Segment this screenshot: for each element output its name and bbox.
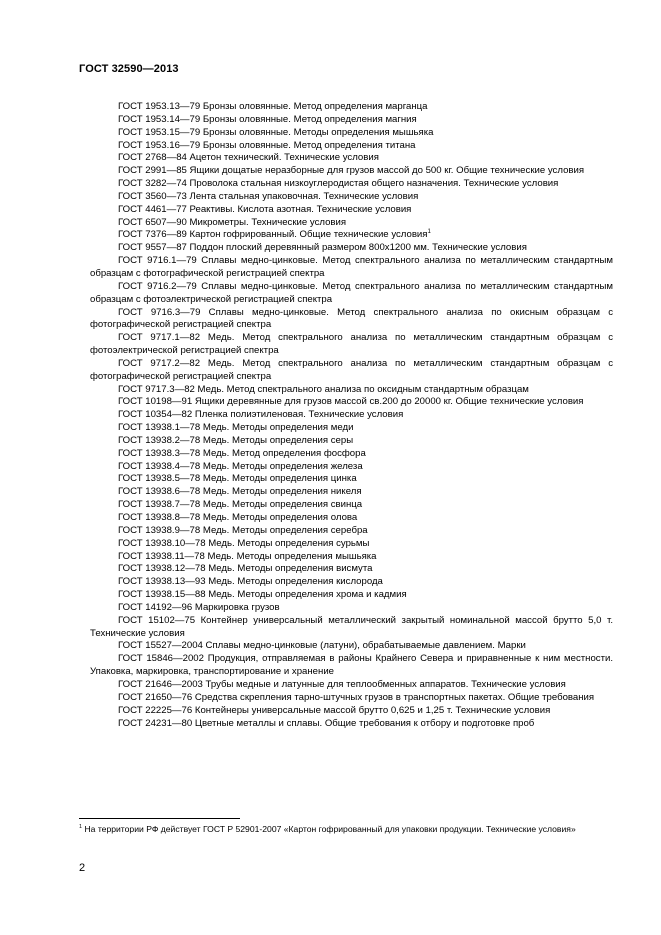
footnote-reference: 1 — [427, 229, 431, 236]
reference-item — [90, 307, 613, 333]
reference-item — [90, 127, 613, 140]
reference-item — [90, 718, 613, 731]
reference-item — [90, 551, 613, 564]
reference-text: ГОСТ 9716.3—79 Сплавы медно-цинковые. Метод спектрального анализа по окисным образцам с фотографической регистрацией спектра — [90, 306, 613, 331]
reference-text: ГОСТ 13938.9—78 Медь. Методы определения серебра — [118, 524, 368, 536]
reference-text: ГОСТ 13938.11—78 Медь. Методы определения мышьяка — [118, 550, 377, 562]
page-header — [79, 63, 179, 75]
reference-text: ГОСТ 13938.12—78 Медь. Методы определения висмута — [118, 563, 373, 575]
reference-item — [90, 525, 613, 538]
reference-text: ГОСТ 15527—2004 Сплавы медно-цинковые (латуни), обрабатываемые давлением. Марки — [118, 640, 526, 652]
reference-text: ГОСТ 9557—87 Поддон плоский деревянный размером 800х1200 мм. Технические условия — [118, 242, 527, 254]
reference-item — [90, 461, 613, 474]
reference-item — [90, 178, 613, 191]
reference-text: ГОСТ 13938.1—78 Медь. Методы определения меди — [118, 422, 354, 434]
reference-item — [90, 448, 613, 461]
footnote-marker: 1 — [79, 824, 83, 831]
reference-item — [90, 473, 613, 486]
reference-text: ГОСТ 9717.3—82 Медь. Метод спектрального анализа по оксидным стандартным образцам — [118, 383, 529, 395]
reference-item — [90, 576, 613, 589]
footnote — [79, 823, 613, 835]
reference-item — [90, 512, 613, 525]
reference-text: ГОСТ 7376—89 Картон гофрированный. Общие технические условия — [118, 229, 428, 241]
reference-text: ГОСТ 1953.14—79 Бронзы оловянные. Метод определения магния — [118, 113, 417, 125]
reference-item — [90, 499, 613, 512]
reference-item — [90, 332, 613, 358]
reference-item — [90, 152, 613, 165]
reference-text: ГОСТ 21646—2003 Трубы медные и латунные для теплообменных аппаратов. Технические условия — [118, 678, 566, 690]
reference-text: ГОСТ 1953.16—79 Бронзы оловянные. Метод определения титана — [118, 139, 416, 151]
reference-item — [90, 242, 613, 255]
reference-text: ГОСТ 21650—76 Средства скрепления тарно-штучных грузов в транспортных пакетах. Общие требования — [118, 691, 595, 703]
reference-text: ГОСТ 22225—76 Контейнеры универсальные массой брутто 0,625 и 1,25 т. Технические условия — [118, 704, 551, 716]
reference-text: ГОСТ 9716.2—79 Сплавы медно-цинковые. Метод спектрального анализа по металлическим стандартным образцам с фотоэлектрической регистрацией спектра — [90, 280, 613, 305]
reference-text: ГОСТ 13938.3—78 Медь. Метод определения фосфора — [118, 447, 366, 459]
reference-text: ГОСТ 9717.1—82 Медь. Метод спектрального анализа по металлическим стандартным образцам с фотоэлектрической регистрацией спектра — [90, 332, 613, 357]
reference-text: ГОСТ 13938.7—78 Медь. Методы определения свинца — [118, 499, 363, 511]
page-number: 2 — [79, 862, 86, 874]
reference-item — [90, 538, 613, 551]
reference-text: ГОСТ 1953.15—79 Бронзы оловянные. Методы определения мышьяка — [118, 126, 434, 138]
reference-text: ГОСТ 15846—2002 Продукция, отправляемая в районы Крайнего Севера и приравненные к ним местности. Упаковка, маркировка, транспортирование и хранение — [90, 653, 613, 678]
reference-item — [90, 358, 613, 384]
reference-item — [90, 229, 613, 242]
reference-item — [90, 602, 613, 615]
reference-text: ГОСТ 4461—77 Реактивы. Кислота азотная. Технические условия — [118, 203, 412, 215]
reference-item — [90, 705, 613, 718]
reference-text: ГОСТ 13938.15—88 Медь. Методы определения хрома и кадмия — [118, 589, 407, 601]
reference-item — [90, 114, 613, 127]
reference-text: ГОСТ 13938.8—78 Медь. Методы определения олова — [118, 512, 358, 523]
reference-text: ГОСТ 2768—84 Ацетон технический. Технические условия — [118, 152, 379, 164]
reference-text: ГОСТ 10354—82 Пленка полиэтиленовая. Технические условия — [118, 409, 404, 421]
reference-item — [90, 692, 613, 705]
reference-item — [90, 217, 613, 230]
reference-text: ГОСТ 10198—91 Ящики деревянные для грузов массой св.200 до 20000 кг. Общие технические условия — [118, 396, 584, 408]
reference-text: ГОСТ 6507—90 Микрометры. Технические условия — [118, 216, 347, 228]
reference-text: ГОСТ 9717.2—82 Медь. Метод спектрального анализа по металлическим стандартным образцам с фотографической регистрацией спектра — [90, 357, 613, 382]
reference-text: ГОСТ 15102—75 Контейнер универсальный металлический закрытый номинальной массой брутто 5,0 т. Технические условия — [90, 614, 613, 639]
reference-item — [90, 640, 613, 653]
reference-text: ГОСТ 13938.13—93 Медь. Методы определения кислорода — [118, 576, 383, 588]
reference-text: ГОСТ 13938.10—78 Медь. Методы определения сурьмы — [118, 537, 370, 549]
reference-text: ГОСТ 24231—80 Цветные металлы и сплавы. Общие требования к отбору и подготовке проб — [118, 717, 535, 729]
reference-item — [90, 101, 613, 114]
reference-item — [90, 679, 613, 692]
reference-item — [90, 486, 613, 499]
reference-item — [90, 409, 613, 422]
reference-item — [90, 589, 613, 602]
reference-text: ГОСТ 13938.2—78 Медь. Методы определения серы — [118, 434, 354, 446]
reference-item — [90, 435, 613, 448]
reference-item — [90, 255, 613, 281]
document-id: ГОСТ 32590—2013 — [79, 63, 179, 75]
normative-references-list — [90, 101, 613, 730]
reference-text: ГОСТ 13938.4—78 Медь. Методы определения железа — [118, 460, 363, 472]
reference-item — [90, 204, 613, 217]
reference-text: ГОСТ 2991—85 Ящики дощатые неразборные для грузов массой до 500 кг. Общие технические условия — [118, 165, 585, 177]
footnote-separator — [79, 818, 240, 819]
reference-text: ГОСТ 3560—73 Лента стальная упаковочная. Технические условия — [118, 190, 419, 202]
footnote-text: На территории РФ действует ГОСТ Р 52901-2007 «Картон гофрированный для упаковки продукции. Технические условия» — [82, 824, 576, 834]
reference-item — [90, 563, 613, 576]
reference-text: ГОСТ 1953.13—79 Бронзы оловянные. Метод определения марганца — [118, 101, 428, 112]
reference-item — [90, 396, 613, 409]
reference-item — [90, 165, 613, 178]
reference-item — [90, 281, 613, 307]
reference-text: ГОСТ 3282—74 Проволока стальная низкоуглеродистая общего назначения. Технические условия — [118, 178, 559, 190]
reference-text: ГОСТ 9716.1—79 Сплавы медно-цинковые. Метод спектрального анализа по металлическим стандартным образцам с фотографической регистрацией спектра — [90, 255, 613, 279]
reference-item — [90, 140, 613, 153]
reference-item — [90, 191, 613, 204]
reference-text: ГОСТ 14192—96 Маркировка грузов — [118, 601, 280, 613]
reference-item — [90, 653, 613, 679]
reference-item — [90, 615, 613, 641]
reference-text: ГОСТ 13938.6—78 Медь. Методы определения никеля — [118, 486, 362, 498]
reference-text: ГОСТ 13938.5—78 Медь. Методы определения цинка — [118, 473, 357, 485]
reference-item — [90, 422, 613, 435]
reference-item — [90, 384, 613, 397]
